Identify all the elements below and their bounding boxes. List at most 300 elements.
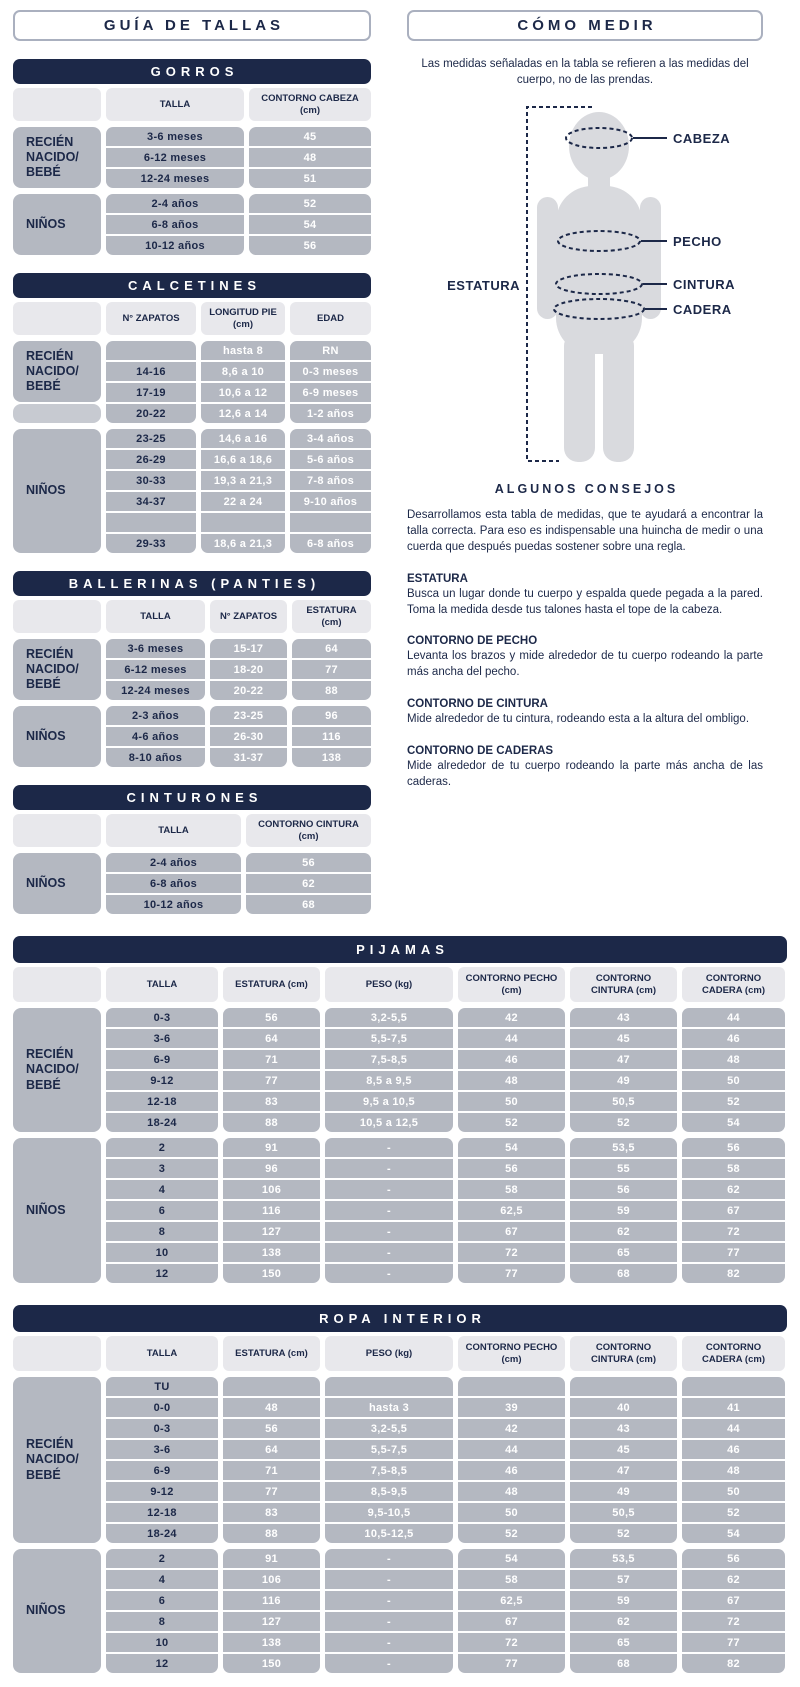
table-column [570,1377,677,1543]
table-cell: 77 [682,1633,785,1652]
table-column [682,1008,785,1132]
table-row-group [13,853,371,914]
table-column [290,429,371,553]
table-cell: RN [290,341,371,360]
table-cell: - [325,1243,453,1262]
table-column [106,1377,218,1543]
table-title-bar: ROPA INTERIOR [13,1305,787,1332]
table-cell: 64 [292,639,371,658]
cintura-label: CINTURA [673,277,735,293]
row-group-label-stack [13,639,101,700]
row-group-label: RECIÉN NACIDO/ BEBÉ [13,341,101,402]
row-group-label-stack [13,194,101,255]
table-header-row [13,1336,787,1371]
table-title-bar: CALCETINES [13,273,371,298]
column-header: N° ZAPATOS [106,302,196,335]
table-cell: 138 [223,1633,320,1652]
size-tables-column [13,10,371,914]
table-cell: 57 [570,1570,677,1589]
table-cell: 54 [458,1549,565,1568]
table-cell: - [325,1633,453,1652]
table-cell: hasta 3 [325,1398,453,1417]
table-title-bar: BALLERINAS (PANTIES) [13,571,371,596]
section-text: Mide alrededor de tu cintura, rodeando esta a la altura del ombligo. [407,713,750,726]
table-cell: 16,6 a 18,6 [201,450,285,469]
table-cell: 96 [292,706,371,725]
table-cell: 62 [570,1222,677,1241]
table-cell: 77 [458,1264,565,1283]
table-cell: 15-17 [210,639,287,658]
table-cell: 116 [223,1591,320,1610]
table-cell: 82 [682,1264,785,1283]
table-column [325,1008,453,1132]
measure-section-estatura [407,573,763,619]
table-cell: 48 [682,1461,785,1480]
table-cell: 5-6 años [290,450,371,469]
row-group-label-stack [13,1377,101,1543]
section-heading: CONTORNO DE PECHO [407,635,538,648]
table-cell: 72 [458,1243,565,1262]
table-cell: - [325,1264,453,1283]
table-cell: 106 [223,1570,320,1589]
table-cell: 138 [292,748,371,767]
table-cell: 72 [682,1612,785,1631]
table-cell: 46 [458,1461,565,1480]
row-group-label: NIÑOS [13,853,101,914]
table-column [325,1549,453,1673]
table-cell: 47 [570,1050,677,1069]
table-cell: 42 [458,1008,565,1027]
column-header: ESTATURA (cm) [223,1336,320,1371]
table-cell: 50 [458,1092,565,1111]
table-column [210,639,287,700]
table-column [106,853,241,914]
table-cell: 19,3 a 21,3 [201,471,285,490]
row-group-label-stack [13,341,101,423]
table-cell: 56 [682,1138,785,1157]
table-cell: 53,5 [570,1138,677,1157]
table-cell: 2-4 años [106,194,244,213]
table-cell: - [325,1201,453,1220]
table-cell: 0-0 [106,1398,218,1417]
table-cell: 88 [292,681,371,700]
table-cell: 62 [682,1180,785,1199]
table-column [246,853,371,914]
row-group-label-stack [13,127,101,188]
table-cell: 52 [682,1503,785,1522]
column-header: CONTORNO PECHO (cm) [458,967,565,1002]
table-column [292,639,371,700]
column-header: TALLA [106,88,244,121]
table-cell: - [325,1222,453,1241]
table-cell: 4-6 años [106,727,205,746]
table-cell: 45 [570,1440,677,1459]
table-cell: 72 [682,1222,785,1241]
row-group-label: NIÑOS [13,706,101,767]
table-cell: 54 [682,1524,785,1543]
table-cell: 67 [458,1222,565,1241]
table-cell: - [325,1612,453,1631]
table-cell: 116 [223,1201,320,1220]
table-cell: 46 [458,1050,565,1069]
table-cell: 6-8 años [106,874,241,893]
measure-section-cintura [407,698,763,728]
table-cell: 46 [682,1440,785,1459]
table-corner-cell [13,302,101,335]
column-header: TALLA [106,967,218,1002]
consejos-text: Desarrollamos esta tabla de medidas, que te ayudará a encontrar la talla correcta. Para eso es indispensable una huincha de medir o una cuerda que después puedas sostener sobre una regla. [407,509,763,553]
como-medir-intro: Las medidas señaladas en la tabla se refieren a las medidas del cuerpo, no de las prendas. [421,58,749,87]
table-cell: - [325,1549,453,1568]
table-cell: 56 [223,1419,320,1438]
table-cell: 62 [246,874,371,893]
table-cell: 138 [223,1243,320,1262]
table-cell: 56 [682,1549,785,1568]
table-cell: 67 [458,1612,565,1631]
table-cell: 20-22 [106,404,196,423]
table-cell: 10,6 a 12 [201,383,285,402]
table-cell: 0-3 [106,1008,218,1027]
column-header: LONGITUD PIE (cm) [201,302,285,335]
table-cell: 41 [682,1398,785,1417]
table-header-row [13,302,371,335]
table-cell: 150 [223,1654,320,1673]
table-cell: 12,6 a 14 [201,404,285,423]
table-cell: 7,5-8,5 [325,1461,453,1480]
table-cell: 106 [223,1180,320,1199]
table-corner-cell [13,814,101,847]
table-cell: 29-33 [106,534,196,553]
table-cell: 10 [106,1633,218,1652]
cabeza-label: CABEZA [673,131,731,147]
table-cell: 39 [458,1398,565,1417]
table-cell: 77 [458,1654,565,1673]
table-cell: 67 [682,1201,785,1220]
table-cell: 12 [106,1264,218,1283]
table-column [106,1008,218,1132]
table-cell: 65 [570,1633,677,1652]
row-group-label: RECIÉN NACIDO/ BEBÉ [13,1008,101,1132]
table-cell: 48 [249,148,371,167]
table-cell: 12-24 meses [106,169,244,188]
column-header: N° ZAPATOS [210,600,287,633]
table-cell: 2-3 años [106,706,205,725]
row-group-label-stack [13,1138,101,1283]
table-title-bar: GORROS [13,59,371,84]
table-row-group [13,429,371,553]
table-cell [325,1377,453,1396]
table-cell: 48 [682,1050,785,1069]
table-cell: 10-12 años [106,236,244,255]
table-column [682,1138,785,1283]
table-cell: 9-12 [106,1482,218,1501]
table-cell: 48 [458,1071,565,1090]
table-cell: 18,6 a 21,3 [201,534,285,553]
row-group-label: NIÑOS [13,429,101,553]
table-column [106,706,205,767]
row-group-label-stack [13,1549,101,1673]
table-column [106,639,205,700]
table-column [325,1377,453,1543]
table-cell: 10-12 años [106,895,241,914]
table-cell: 53,5 [570,1549,677,1568]
table-cell: 52 [570,1524,677,1543]
como-medir-panel [407,10,763,914]
table-cell: 77 [292,660,371,679]
table-cell: 56 [246,853,371,872]
table-cell: 3 [106,1159,218,1178]
column-header: CONTORNO CADERA (cm) [682,1336,785,1371]
table-cell: 88 [223,1524,320,1543]
column-header: EDAD [290,302,371,335]
table-cell: 45 [570,1029,677,1048]
row-group-label: RECIÉN NACIDO/ BEBÉ [13,639,101,700]
table-cell: 7,5-8,5 [325,1050,453,1069]
table-column [325,1138,453,1283]
table-header-row [13,88,371,121]
column-header: CONTORNO CABEZA (cm) [249,88,371,121]
table-cell: 62,5 [458,1591,565,1610]
body-measurement-diagram [407,94,763,472]
table-cell: 54 [249,215,371,234]
table-cell: 52 [249,194,371,213]
table-column [106,127,244,188]
table-cell: 71 [223,1050,320,1069]
table-cell: 2-4 años [106,853,241,872]
column-header: TALLA [106,600,205,633]
estatura-label: ESTATURA [447,278,520,294]
table-cell: 0-3 meses [290,362,371,381]
table-cell [682,1377,785,1396]
table-cell: 43 [570,1419,677,1438]
table-cell: - [325,1159,453,1178]
table-header-row [13,814,371,847]
table-cell: 3,2-5,5 [325,1008,453,1027]
table-row-group [13,639,371,700]
table-cell: 26-30 [210,727,287,746]
pecho-label: PECHO [673,234,722,250]
table-cell: - [325,1138,453,1157]
table-cell: 47 [570,1461,677,1480]
table-gorros [13,59,371,255]
table-pijamas [13,936,787,1283]
row-group-label-stack [13,706,101,767]
table-column [570,1549,677,1673]
table-cell: 3,2-5,5 [325,1419,453,1438]
table-corner-cell [13,88,101,121]
table-cell: 56 [458,1159,565,1178]
table-column [223,1138,320,1283]
measure-section-pecho [407,635,763,681]
table-row-group [13,1377,787,1543]
table-cell: 9-12 [106,1071,218,1090]
column-header: PESO (kg) [325,1336,453,1371]
table-cell: 58 [682,1159,785,1178]
table-column [106,1138,218,1283]
table-cell: 3-6 [106,1029,218,1048]
table-cell: 2 [106,1138,218,1157]
table-cell: 6-9 [106,1461,218,1480]
table-cell: - [325,1654,453,1673]
table-cell: 150 [223,1264,320,1283]
table-cell: 40 [570,1398,677,1417]
table-cell: 31-37 [210,748,287,767]
table-column [106,194,244,255]
table-cell [290,513,371,532]
section-heading: ESTATURA [407,572,468,585]
table-cell: 83 [223,1503,320,1522]
table-cell: 44 [458,1440,565,1459]
table-header-row [13,967,787,1002]
table-cell: 8,5 a 9,5 [325,1071,453,1090]
table-cell: 22 a 24 [201,492,285,511]
table-cell: 52 [458,1113,565,1132]
table-cell: 44 [458,1029,565,1048]
table-cell: 62 [682,1570,785,1589]
table-cell: 42 [458,1419,565,1438]
table-column [458,1377,565,1543]
table-cell: 5,5-7,5 [325,1029,453,1048]
table-row-group [13,1549,787,1673]
table-cell: 51 [249,169,371,188]
table-cell: 8,6 a 10 [201,362,285,381]
column-header: CONTORNO CINTURA (cm) [570,1336,677,1371]
size-guide-title: GUÍA DE TALLAS [13,10,371,41]
table-column [223,1008,320,1132]
table-cell: 65 [570,1243,677,1262]
table-cell: 5,5-7,5 [325,1440,453,1459]
table-cell: 20-22 [210,681,287,700]
table-cell: 77 [223,1482,320,1501]
table-column [201,429,285,553]
table-cell: 77 [682,1243,785,1262]
table-cell: 127 [223,1612,320,1631]
table-column [106,429,196,553]
table-cell: 88 [223,1113,320,1132]
table-cell: 6 [106,1201,218,1220]
table-cell: 0-3 [106,1419,218,1438]
table-cell [458,1377,565,1396]
table-cell: 56 [570,1180,677,1199]
table-cell: 56 [223,1008,320,1027]
section-text: Levanta los brazos y mide alrededor de tu cuerpo rodeando la parte más ancha del pecho. [407,650,763,679]
table-cell: 52 [570,1113,677,1132]
table-cell: 68 [570,1654,677,1673]
table-cell: 58 [458,1570,565,1589]
table-cell: 18-24 [106,1524,218,1543]
table-cell: 58 [458,1180,565,1199]
table-cell: 3-6 [106,1440,218,1459]
row-group-label: NIÑOS [13,1138,101,1283]
table-cell: 6-9 meses [290,383,371,402]
table-cell: 127 [223,1222,320,1241]
table-cell: 54 [682,1113,785,1132]
table-cell: 52 [682,1092,785,1111]
table-cell: 2 [106,1549,218,1568]
table-cell [106,341,196,360]
table-cell: 44 [682,1008,785,1027]
table-cell: 6-12 meses [106,660,205,679]
table-cell: 6-9 [106,1050,218,1069]
como-medir-title: CÓMO MEDIR [407,10,763,41]
table-cell: 26-29 [106,450,196,469]
table-column [458,1008,565,1132]
table-row-group [13,706,371,767]
row-group-label: NIÑOS [13,1549,101,1673]
table-cell: 12-18 [106,1503,218,1522]
table-column [249,194,371,255]
table-cell: 68 [570,1264,677,1283]
table-column [249,127,371,188]
table-cell: 45 [249,127,371,146]
table-cell: - [325,1570,453,1589]
table-calcetines [13,273,371,553]
table-cell: 4 [106,1180,218,1199]
table-cell: 12-24 meses [106,681,205,700]
table-title-bar: PIJAMAS [13,936,787,963]
row-group-label-stack [13,429,101,553]
table-cell: 52 [458,1524,565,1543]
table-cell: 91 [223,1549,320,1568]
table-cell: 50 [682,1482,785,1501]
table-cell: 12-18 [106,1092,218,1111]
table-cell: 46 [682,1029,785,1048]
table-column [570,1138,677,1283]
column-header: CONTORNO CINTURA (cm) [246,814,371,847]
column-header: TALLA [106,1336,218,1371]
table-column [223,1377,320,1543]
table-cell: 10 [106,1243,218,1262]
table-cell: 49 [570,1071,677,1090]
table-column [201,341,285,423]
table-cell: 3-6 meses [106,127,244,146]
table-cell: 54 [458,1138,565,1157]
section-text: Busca un lugar donde tu cuerpo y espalda quede pegada a la pared. Toma la medida desde tus talones hasta el tope de la cabeza. [407,587,763,616]
table-cell: 91 [223,1138,320,1157]
column-header: TALLA [106,814,241,847]
top-row [13,10,787,914]
table-column [458,1138,565,1283]
table-cell: 9,5-10,5 [325,1503,453,1522]
table-cell: 68 [246,895,371,914]
table-cell [570,1377,677,1396]
table-column [106,341,196,423]
table-cell: 50,5 [570,1503,677,1522]
table-ropa-interior [13,1305,787,1673]
table-cell: 6-8 años [290,534,371,553]
table-column [458,1549,565,1673]
table-cell: 50,5 [570,1092,677,1111]
table-column [682,1549,785,1673]
row-group-label: RECIÉN NACIDO/ BEBÉ [13,1377,101,1543]
table-cell: 30-33 [106,471,196,490]
table-cell: TU [106,1377,218,1396]
column-header: CONTORNO PECHO (cm) [458,1336,565,1371]
table-column [570,1008,677,1132]
table-cell: 7-8 años [290,471,371,490]
table-cell: - [325,1591,453,1610]
row-group-label: NIÑOS [13,194,101,255]
table-ballerinas [13,571,371,767]
row-group-label-stack [13,853,101,914]
table-cell: 18-20 [210,660,287,679]
table-cell: 71 [223,1461,320,1480]
table-cell: 64 [223,1029,320,1048]
table-column [682,1377,785,1543]
table-cell: 34-37 [106,492,196,511]
table-cell: 72 [458,1633,565,1652]
table-row-group [13,194,371,255]
